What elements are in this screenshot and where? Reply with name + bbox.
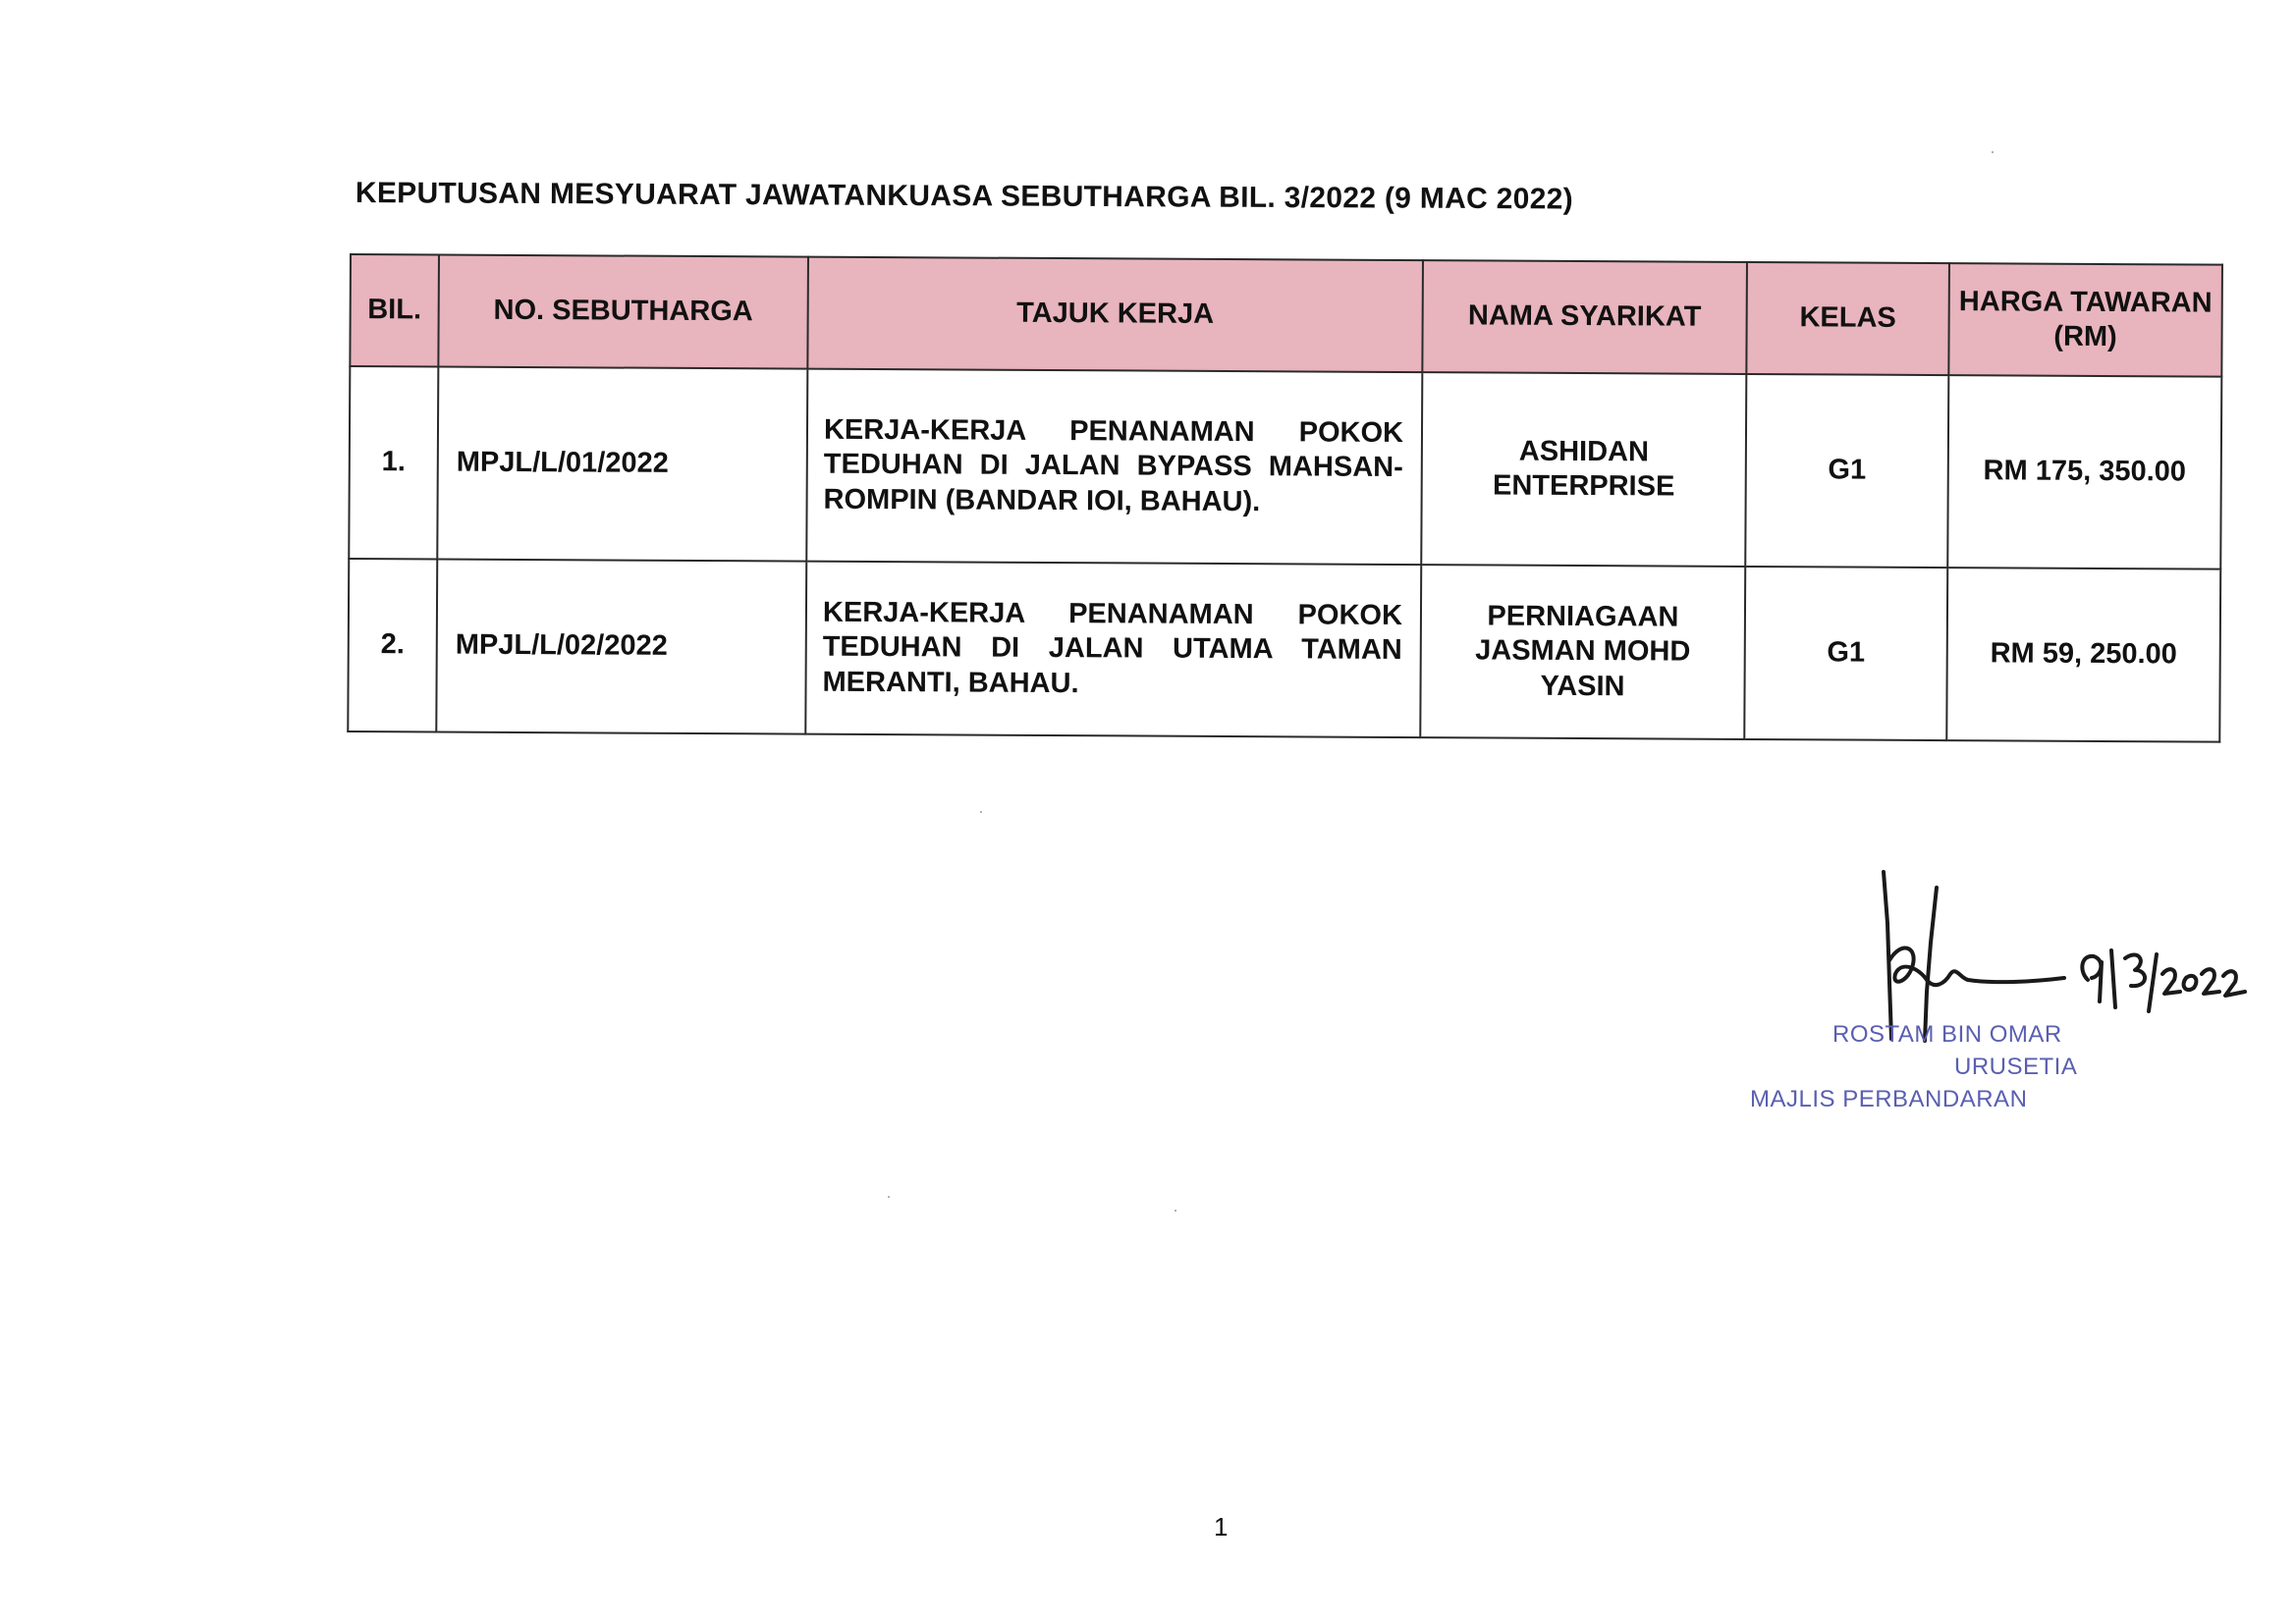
cell-harga-tawaran: RM 59, 250.00 (1946, 568, 2220, 742)
scan-speck (1992, 151, 1994, 153)
scan-speck (980, 811, 982, 813)
header-bil: BIL. (350, 254, 439, 367)
results-table (347, 253, 2223, 743)
page-title: KEPUTUSAN MESYUARAT JAWATANKUASA SEBUTHARGA BIL. 3/2022 (9 MAC 2022) (355, 177, 1573, 216)
stamp-organization: MAJLIS PERBANDARAN (1750, 1086, 2028, 1112)
cell-nama-syarikat: PERNIAGAAN JASMAN MOHD YASIN (1420, 565, 1745, 739)
results-table-container (347, 253, 2221, 743)
cell-tajuk-kerja: KERJA-KERJA PENANAMAN POKOK TEDUHAN DI JALAN UTAMA TAMAN MERANTI, BAHAU. (805, 562, 1421, 737)
cell-tajuk-kerja: KERJA-KERJA PENANAMAN POKOK TEDUHAN DI JALAN BYPASS MAHSAN-ROMPIN (BANDAR IOI, BAHAU). (806, 369, 1422, 565)
header-no-sebutharga: NO. SEBUTHARGA (438, 255, 808, 369)
stamp-name: ROSTAM BIN OMAR (1832, 1021, 2062, 1048)
cell-kelas: G1 (1744, 567, 1947, 740)
signature-block (1709, 864, 2259, 1119)
scan-speck (888, 1196, 890, 1198)
table-row (348, 559, 2220, 742)
cell-nama-syarikat: ASHIDAN ENTERPRISE (1421, 372, 1746, 567)
cell-bil: 2. (348, 559, 437, 731)
page-number: 1 (1214, 1512, 1229, 1542)
header-tajuk-kerja: TAJUK KERJA (807, 257, 1423, 372)
cell-bil: 1. (349, 366, 438, 559)
cell-no-sebutharga: MPJL/L/01/2022 (437, 367, 807, 562)
header-harga-tawaran: HARGA TAWARAN (RM) (1948, 263, 2222, 377)
scan-speck (1175, 1210, 1176, 1212)
stamp-title: URUSETIA (1954, 1054, 2078, 1080)
header-nama-syarikat: NAMA SYARIKAT (1422, 260, 1747, 374)
cell-harga-tawaran: RM 175, 350.00 (1947, 375, 2221, 569)
cell-no-sebutharga: MPJL/L/02/2022 (436, 560, 806, 734)
cell-kelas: G1 (1745, 374, 1948, 568)
table-header-row (350, 254, 2222, 377)
table-row (349, 366, 2221, 569)
header-kelas: KELAS (1746, 262, 1949, 375)
